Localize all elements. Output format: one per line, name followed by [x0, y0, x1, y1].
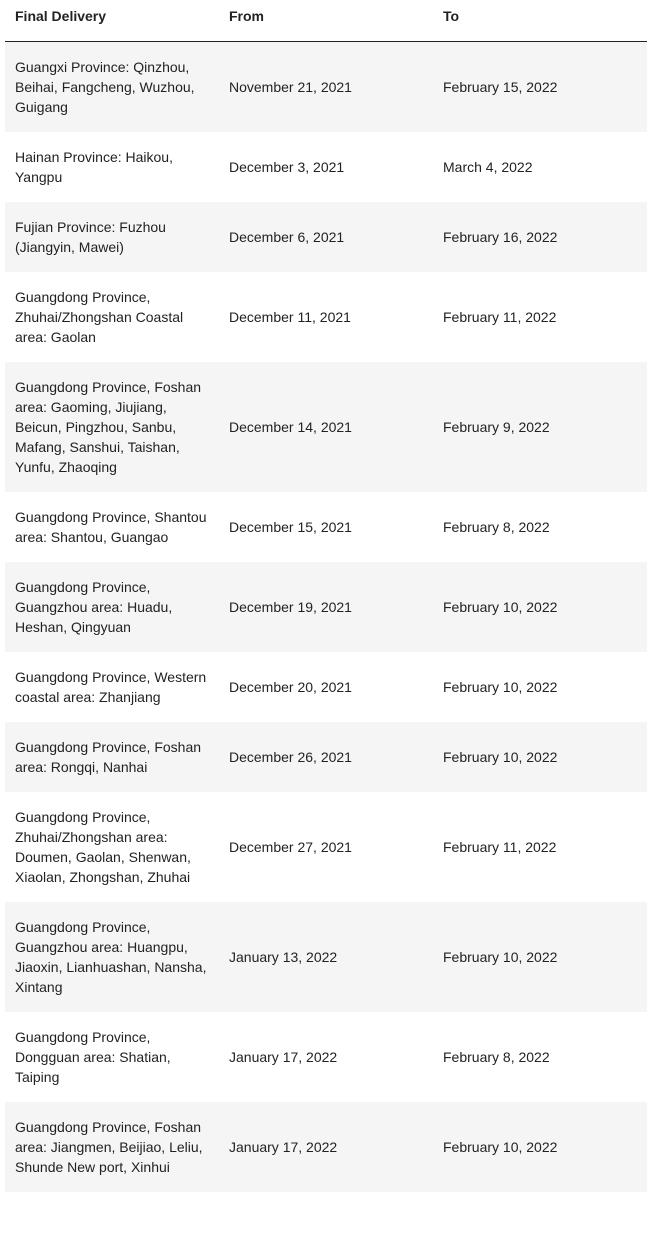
- cell-to: February 11, 2022: [433, 792, 647, 902]
- table-row: [5, 1012, 647, 1102]
- cell-final-delivery: Guangdong Province, Guangzhou area: Huadu, Heshan, Qingyuan: [5, 562, 219, 652]
- cell-to: February 16, 2022: [433, 202, 647, 272]
- header-from: From: [219, 0, 433, 41]
- table-row: [5, 492, 647, 562]
- table-row: [5, 272, 647, 362]
- table-row: [5, 792, 647, 902]
- cell-to: March 4, 2022: [433, 132, 647, 202]
- cell-final-delivery: Guangdong Province, Western coastal area: Zhanjiang: [5, 652, 219, 722]
- table-row: [5, 362, 647, 492]
- cell-from: December 19, 2021: [219, 562, 433, 652]
- cell-to: February 10, 2022: [433, 1102, 647, 1192]
- table-row: [5, 722, 647, 792]
- cell-final-delivery: Guangdong Province, Zhuhai/Zhongshan Coastal area: Gaolan: [5, 272, 219, 362]
- cell-to: February 11, 2022: [433, 272, 647, 362]
- table-row: [5, 562, 647, 652]
- header-row: [5, 0, 647, 41]
- cell-from: December 27, 2021: [219, 792, 433, 902]
- cell-from: December 14, 2021: [219, 362, 433, 492]
- cell-to: February 10, 2022: [433, 562, 647, 652]
- cell-from: December 6, 2021: [219, 202, 433, 272]
- cell-final-delivery: Guangdong Province, Foshan area: Gaoming, Jiujiang, Beicun, Pingzhou, Sanbu, Mafang, Sanshui, Taishan, Yunfu, Zhaoqing: [5, 362, 219, 492]
- cell-from: December 20, 2021: [219, 652, 433, 722]
- cell-to: February 15, 2022: [433, 41, 647, 132]
- cell-final-delivery: Guangdong Province, Foshan area: Rongqi, Nanhai: [5, 722, 219, 792]
- cell-from: November 21, 2021: [219, 41, 433, 132]
- table-row: [5, 41, 647, 132]
- cell-final-delivery: Guangdong Province, Guangzhou area: Huangpu, Jiaoxin, Lianhuashan, Nansha, Xintang: [5, 902, 219, 1012]
- table-header: [5, 0, 647, 41]
- cell-from: January 13, 2022: [219, 902, 433, 1012]
- table-row: [5, 1102, 647, 1192]
- cell-to: February 8, 2022: [433, 492, 647, 562]
- header-to: To: [433, 0, 647, 41]
- cell-from: December 26, 2021: [219, 722, 433, 792]
- cell-from: December 11, 2021: [219, 272, 433, 362]
- delivery-schedule-table: [5, 0, 647, 1192]
- cell-from: December 15, 2021: [219, 492, 433, 562]
- cell-final-delivery: Guangdong Province, Zhuhai/Zhongshan area: Doumen, Gaolan, Shenwan, Xiaolan, Zhongshan, Zhuhai: [5, 792, 219, 902]
- cell-from: January 17, 2022: [219, 1012, 433, 1102]
- header-final-delivery: Final Delivery: [5, 0, 219, 41]
- cell-final-delivery: Fujian Province: Fuzhou (Jiangyin, Mawei): [5, 202, 219, 272]
- cell-to: February 10, 2022: [433, 652, 647, 722]
- cell-from: December 3, 2021: [219, 132, 433, 202]
- cell-final-delivery: Guangdong Province, Dongguan area: Shatian, Taiping: [5, 1012, 219, 1102]
- cell-final-delivery: Hainan Province: Haikou, Yangpu: [5, 132, 219, 202]
- table-body: [5, 41, 647, 1192]
- cell-final-delivery: Guangxi Province: Qinzhou, Beihai, Fangcheng, Wuzhou, Guigang: [5, 41, 219, 132]
- cell-final-delivery: Guangdong Province, Foshan area: Jiangmen, Beijiao, Leliu, Shunde New port, Xinhui: [5, 1102, 219, 1192]
- table-row: [5, 652, 647, 722]
- cell-final-delivery: Guangdong Province, Shantou area: Shantou, Guangao: [5, 492, 219, 562]
- cell-to: February 9, 2022: [433, 362, 647, 492]
- cell-to: February 8, 2022: [433, 1012, 647, 1102]
- cell-from: January 17, 2022: [219, 1102, 433, 1192]
- cell-to: February 10, 2022: [433, 722, 647, 792]
- table-row: [5, 132, 647, 202]
- table-row: [5, 202, 647, 272]
- table-row: [5, 902, 647, 1012]
- cell-to: February 10, 2022: [433, 902, 647, 1012]
- delivery-table-container: [5, 0, 647, 1192]
